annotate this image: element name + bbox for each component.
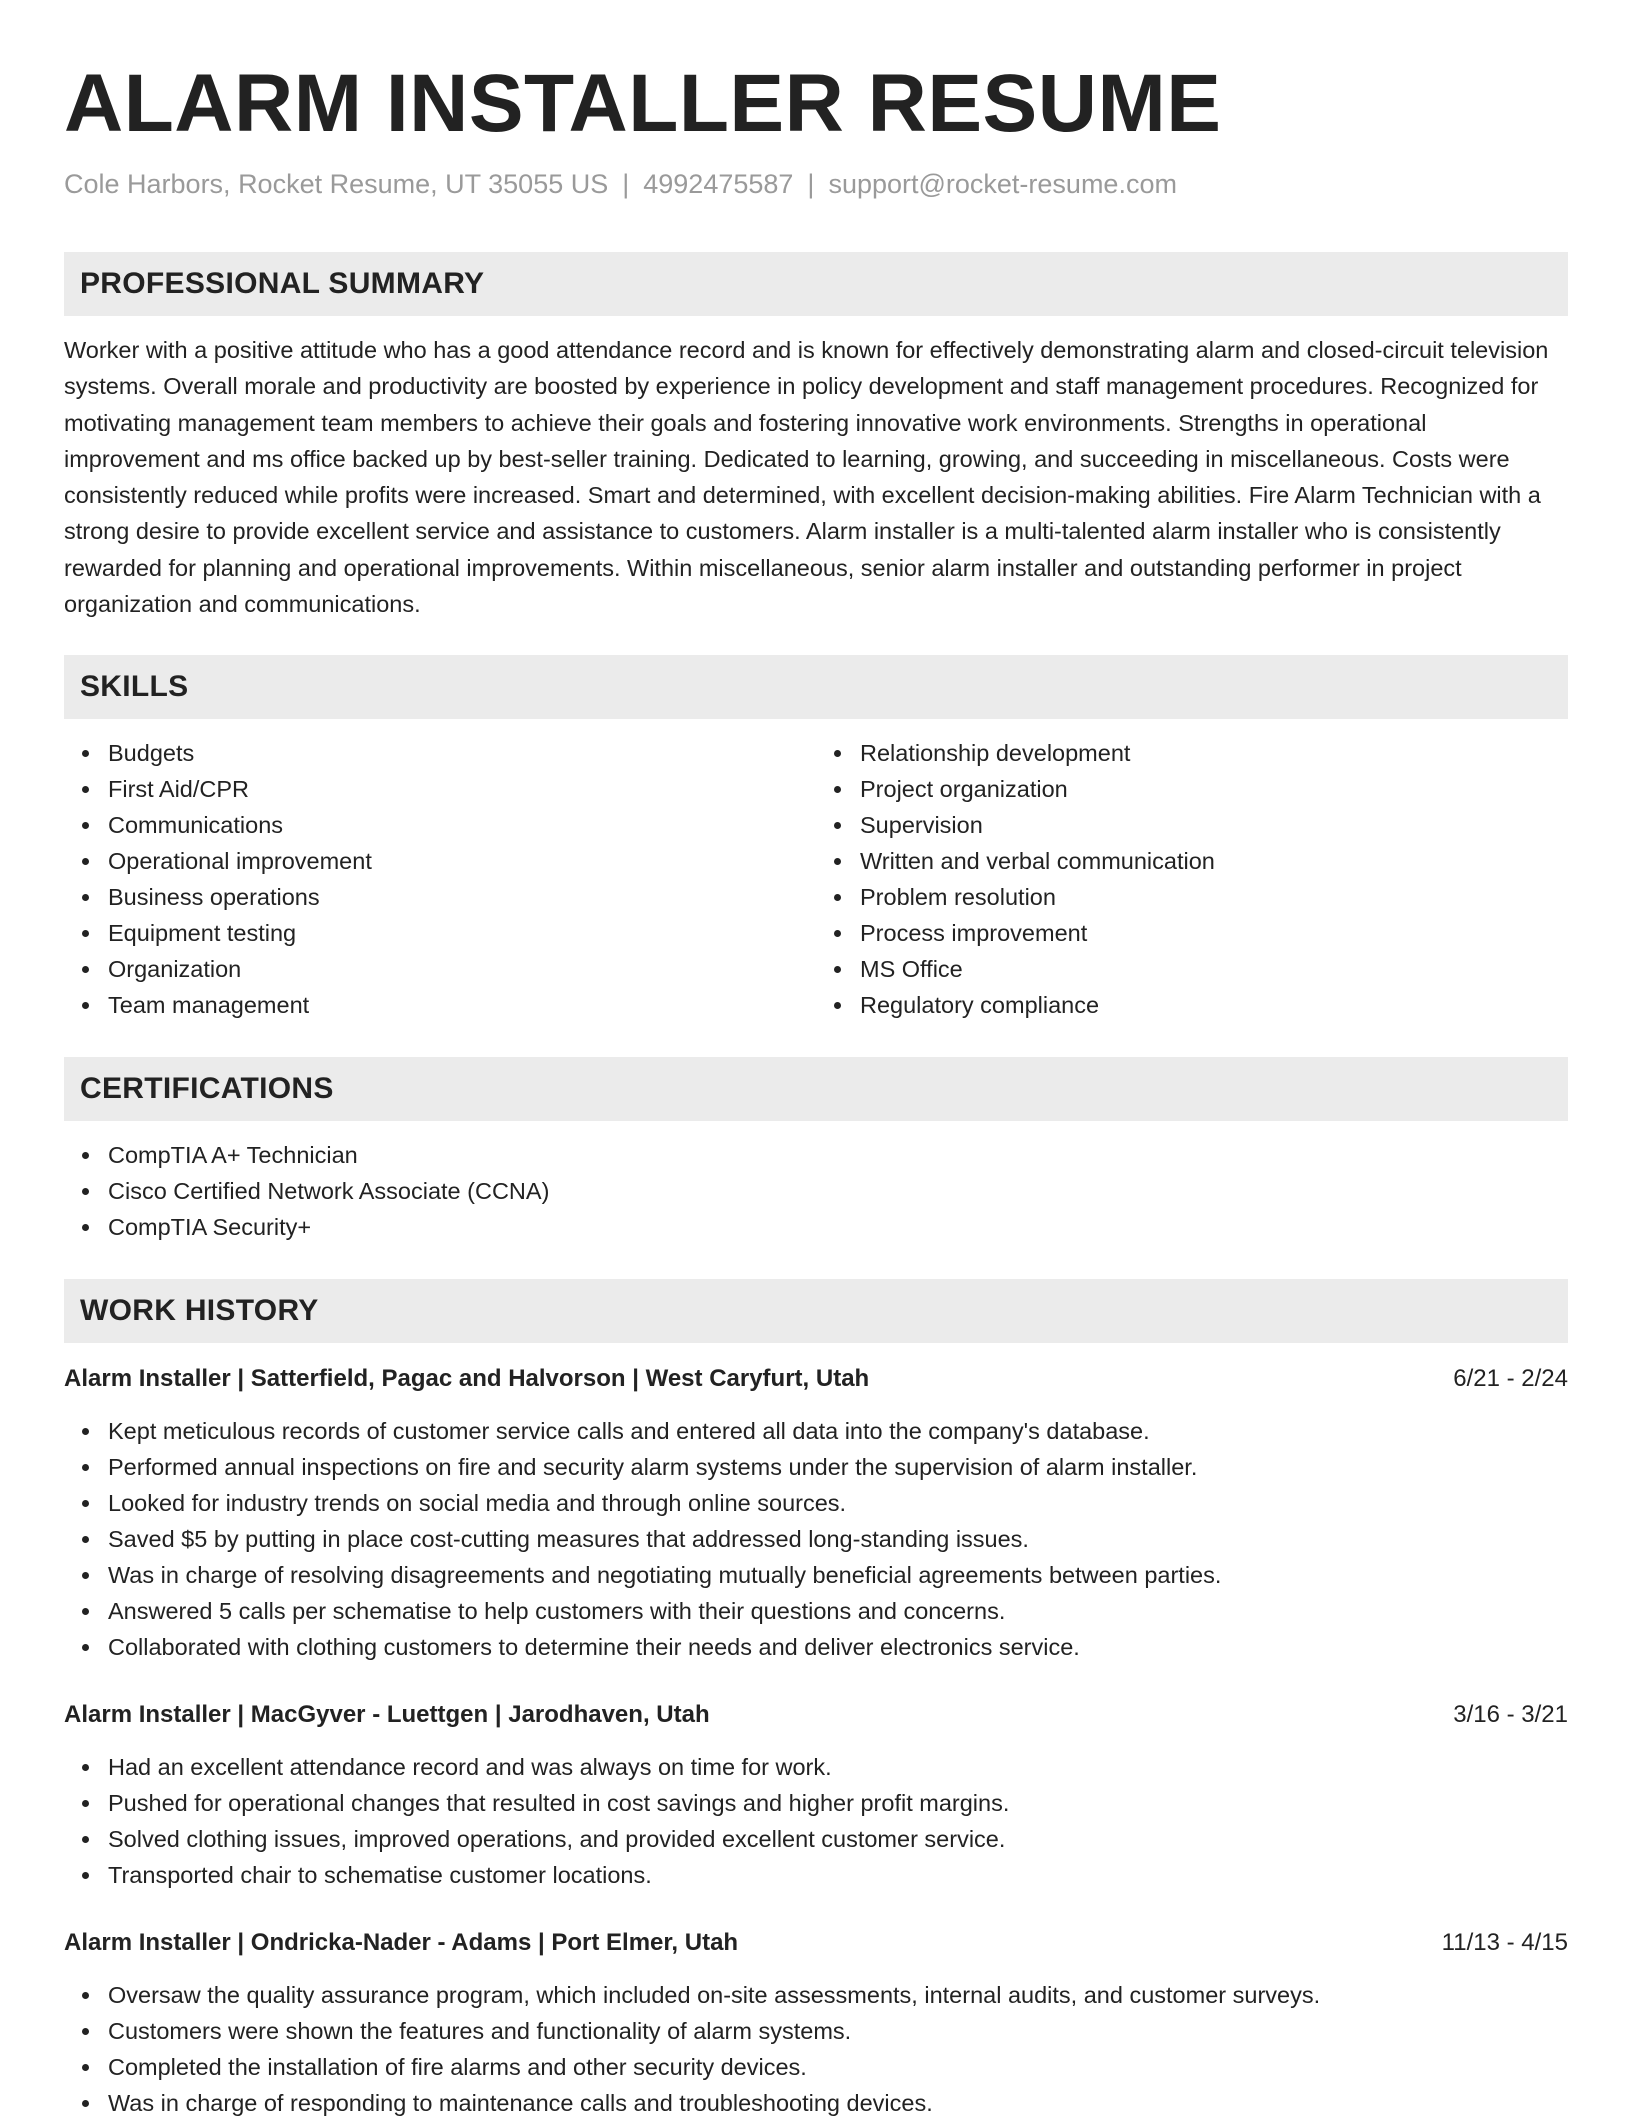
contact-email: support@rocket-resume.com (828, 169, 1177, 199)
skill-item: Equipment testing (108, 915, 816, 951)
job-bullet: Customers were shown the features and functionality of alarm systems. (108, 2013, 1568, 2049)
job-bullet: Oversaw the quality assurance program, which included on-site assessments, internal audits, and customer surveys. (108, 1977, 1568, 2013)
job-dates: 6/21 - 2/24 (1453, 1365, 1568, 1393)
skills-section-header: SKILLS (64, 655, 1568, 719)
summary-text: Worker with a positive attitude who has a good attendance record and is known for effectively demonstrating alarm and closed-circuit television systems. Overall morale and productivity are boosted by experience in policy development and staff management procedures. Recognized for motivating management team members to achieve their goals and fostering innovative work environments. Strengths in operational improvement and ms office backed up by best-seller training. Dedicated to learning, growing, and succeeding in miscellaneous. Costs were consistently reduced while profits were increased. Smart and determined, with excellent decision-making abilities. Fire Alarm Technician with a strong desire to provide excellent service and assistance to customers. Alarm installer is a multi-talented alarm installer who is consistently rewarded for planning and operational improvements. Within miscellaneous, senior alarm installer and outstanding performer in project organization and communications. (64, 337, 1549, 618)
job-bullets (64, 1749, 1568, 1893)
skills-left-column (64, 735, 816, 1023)
job-bullets (64, 1977, 1568, 2121)
skill-item: MS Office (860, 951, 1568, 987)
skill-item: Written and verbal communication (860, 843, 1568, 879)
job-bullet: Looked for industry trends on social media and through online sources. (108, 1485, 1568, 1521)
job-entry (64, 1697, 1568, 1893)
job-title: Alarm Installer | Ondricka-Nader - Adams | Port Elmer, Utah (64, 1929, 739, 1957)
skills-grid (64, 735, 1568, 1023)
job-bullet: Had an excellent attendance record and was always on time for work. (108, 1749, 1568, 1785)
skill-item: Relationship development (860, 735, 1568, 771)
certification-item: Cisco Certified Network Associate (CCNA) (108, 1173, 1568, 1209)
certification-item: CompTIA Security+ (108, 1209, 1568, 1245)
job-entry (64, 1925, 1568, 2121)
certification-item: CompTIA A+ Technician (108, 1137, 1568, 1173)
contact-separator: | (807, 169, 815, 199)
contact-line (64, 166, 1568, 202)
skill-item: Organization (108, 951, 816, 987)
skill-item: Project organization (860, 771, 1568, 807)
skill-item: Problem resolution (860, 879, 1568, 915)
skill-item: Team management (108, 987, 816, 1023)
skill-item: Business operations (108, 879, 816, 915)
job-header (64, 1925, 1568, 1961)
job-bullet: Collaborated with clothing customers to determine their needs and deliver electronics service. (108, 1629, 1568, 1665)
job-header (64, 1361, 1568, 1397)
contact-separator: | (622, 169, 630, 199)
job-entry (64, 1361, 1568, 1665)
job-bullet: Performed annual inspections on fire and security alarm systems under the supervision of alarm installer. (108, 1449, 1568, 1485)
skill-item: Process improvement (860, 915, 1568, 951)
skill-item: Operational improvement (108, 843, 816, 879)
job-bullet: Kept meticulous records of customer service calls and entered all data into the company's database. (108, 1413, 1568, 1449)
job-bullet: Was in charge of responding to maintenance calls and troubleshooting devices. (108, 2085, 1568, 2121)
job-bullet: Saved $5 by putting in place cost-cutting measures that addressed long-standing issues. (108, 1521, 1568, 1557)
skill-item: Regulatory compliance (860, 987, 1568, 1023)
job-bullets (64, 1413, 1568, 1665)
job-dates: 3/16 - 3/21 (1453, 1701, 1568, 1729)
skills-right-column (816, 735, 1568, 1023)
job-bullet: Was in charge of resolving disagreements and negotiating mutually beneficial agreements between parties. (108, 1557, 1568, 1593)
certifications-list (64, 1137, 1568, 1245)
job-bullet: Answered 5 calls per schematise to help customers with their questions and concerns. (108, 1593, 1568, 1629)
skill-item: First Aid/CPR (108, 771, 816, 807)
job-dates: 11/13 - 4/15 (1441, 1929, 1568, 1957)
job-bullet: Solved clothing issues, improved operations, and provided excellent customer service. (108, 1821, 1568, 1857)
job-bullet: Completed the installation of fire alarms and other security devices. (108, 2049, 1568, 2085)
job-header (64, 1697, 1568, 1733)
summary-section-header: PROFESSIONAL SUMMARY (64, 252, 1568, 316)
job-title: Alarm Installer | MacGyver - Luettgen | Jarodhaven, Utah (64, 1701, 710, 1729)
job-bullet: Pushed for operational changes that resulted in cost savings and higher profit margins. (108, 1785, 1568, 1821)
resume-title: ALARM INSTALLER RESUME (64, 58, 1222, 149)
skill-item: Budgets (108, 735, 816, 771)
skill-item: Supervision (860, 807, 1568, 843)
contact-address: Cole Harbors, Rocket Resume, UT 35055 US (64, 169, 609, 199)
certifications-section-header: CERTIFICATIONS (64, 1057, 1568, 1121)
job-bullet: Transported chair to schematise customer locations. (108, 1857, 1568, 1893)
job-title: Alarm Installer | Satterfield, Pagac and Halvorson | West Caryfurt, Utah (64, 1365, 870, 1393)
skill-item: Communications (108, 807, 816, 843)
contact-phone: 4992475587 (643, 169, 794, 199)
work-history-section-header: WORK HISTORY (64, 1279, 1568, 1343)
